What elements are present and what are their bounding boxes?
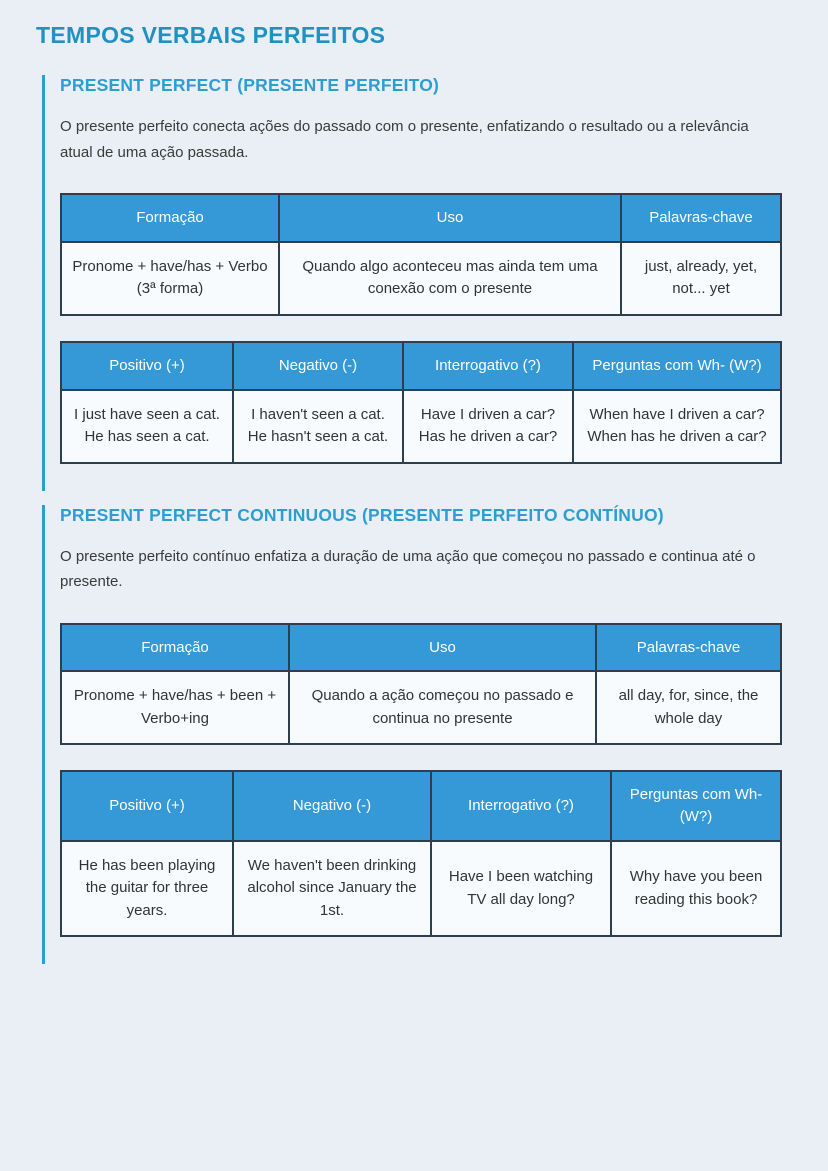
formation-table bbox=[60, 623, 782, 746]
header-wh-questions: Perguntas com Wh- (W?) bbox=[611, 771, 781, 841]
table-row bbox=[61, 242, 781, 315]
cell-uso: Quando a ação começou no passado e continua no presente bbox=[289, 671, 596, 744]
example-line: He hasn't seen a cat. bbox=[247, 428, 389, 445]
header-palavras-chave: Palavras-chave bbox=[621, 194, 781, 242]
header-negativo: Negativo (-) bbox=[233, 342, 403, 390]
header-formacao: Formação bbox=[61, 624, 289, 672]
table-row bbox=[61, 671, 781, 744]
section-present-perfect-continuous bbox=[42, 505, 780, 965]
section-description: O presente perfeito conecta ações do passado com o presente, enfatizando o resultado ou a relevância atual de uma ação passada. bbox=[60, 118, 749, 161]
cell-negative-examples: We haven't been drinking alcohol since January the 1st. bbox=[233, 841, 431, 937]
cell-interrogative-examples: Have I been watching TV all day long? bbox=[431, 841, 611, 937]
header-interrogativo: Interrogativo (?) bbox=[403, 342, 573, 390]
table-header-row bbox=[61, 342, 781, 390]
cell-positive-examples bbox=[61, 390, 233, 463]
header-interrogativo: Interrogativo (?) bbox=[431, 771, 611, 841]
cell-interrogative-examples bbox=[403, 390, 573, 463]
section-description: O presente perfeito contínuo enfatiza a duração de uma ação que começou no passado e continua até o presente. bbox=[60, 547, 756, 590]
formation-table bbox=[60, 193, 782, 316]
header-uso: Uso bbox=[279, 194, 621, 242]
example-line: When has he driven a car? bbox=[587, 428, 767, 445]
table-row bbox=[61, 841, 781, 937]
examples-table bbox=[60, 341, 782, 464]
cell-palavras-chave: just, already, yet, not... yet bbox=[621, 242, 781, 315]
cell-wh-examples: Why have you been reading this book? bbox=[611, 841, 781, 937]
example-line: I just have seen a cat. bbox=[74, 405, 220, 423]
header-positivo: Positivo (+) bbox=[61, 771, 233, 841]
example-line: Has he driven a car? bbox=[418, 428, 558, 445]
section-heading-present-perfect-continuous: PRESENT PERFECT CONTINUOUS (PRESENTE PERFEITO CONTÍNUO) bbox=[60, 504, 664, 525]
header-uso: Uso bbox=[289, 624, 596, 672]
cell-palavras-chave: all day, for, since, the whole day bbox=[596, 671, 781, 744]
table-header-row bbox=[61, 771, 781, 841]
table-row bbox=[61, 390, 781, 463]
example-line: When have I driven a car? bbox=[589, 405, 765, 423]
cell-formacao: Pronome + have/has + Verbo (3ª forma) bbox=[61, 242, 279, 315]
cell-wh-examples bbox=[573, 390, 781, 463]
section-heading-present-perfect: PRESENT PERFECT (PRESENTE PERFEITO) bbox=[60, 75, 440, 95]
header-positivo: Positivo (+) bbox=[61, 342, 233, 390]
section-present-perfect bbox=[42, 75, 780, 491]
table-header-row bbox=[61, 624, 781, 672]
header-negativo: Negativo (-) bbox=[233, 771, 431, 841]
table-header-row bbox=[61, 194, 781, 242]
cell-formacao: Pronome + have/has + been + Verbo+ing bbox=[61, 671, 289, 744]
example-line: I haven't seen a cat. bbox=[251, 405, 385, 423]
example-line: Have I driven a car? bbox=[420, 405, 556, 423]
header-formacao: Formação bbox=[61, 194, 279, 242]
page-title: TEMPOS VERBAIS PERFEITOS bbox=[36, 22, 386, 48]
cell-positive-examples: He has been playing the guitar for three years. bbox=[61, 841, 233, 937]
header-palavras-chave: Palavras-chave bbox=[596, 624, 781, 672]
example-line: He has seen a cat. bbox=[84, 428, 210, 445]
cell-uso: Quando algo aconteceu mas ainda tem uma conexão com o presente bbox=[279, 242, 621, 315]
cell-negative-examples bbox=[233, 390, 403, 463]
examples-table bbox=[60, 770, 782, 937]
header-wh-questions: Perguntas com Wh- (W?) bbox=[573, 342, 781, 390]
